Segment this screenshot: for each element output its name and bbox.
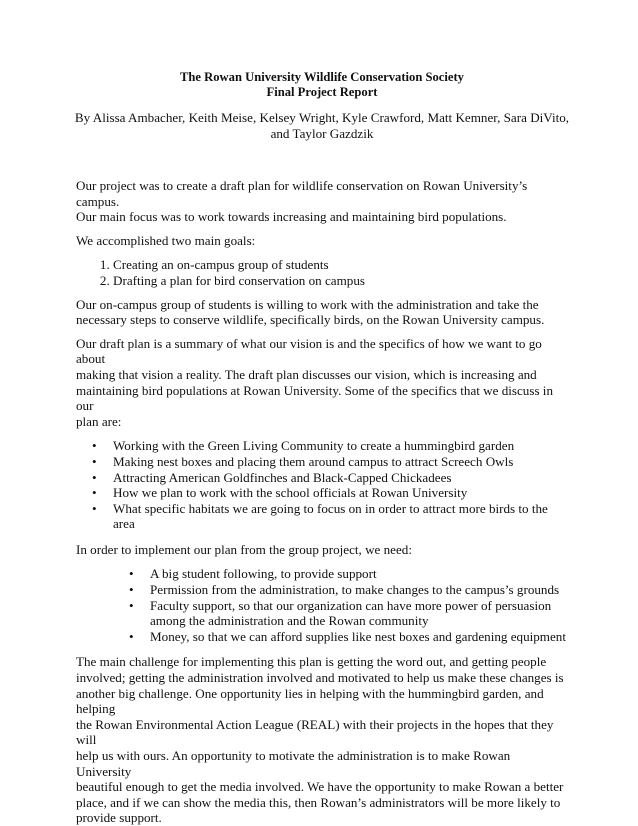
challenge-paragraph [76,654,568,826]
list-item [76,582,568,598]
challenge-line-8: provide support. [76,810,162,826]
list-item: • Working with the Green Living Community to create a hummingbird garden [76,438,568,454]
challenge-line-6: beautiful enough to get the media involved. We have the opportunity to make Rowan a better [76,779,564,795]
needs-item-3-line-1: • Faculty support, so that our organization can have more power of persuasion [150,597,552,613]
needs-item-4: • Money, so that we can afford supplies like nest boxes and gardening equipment [150,628,566,644]
report-title [76,70,568,100]
list-item [76,566,568,582]
list-item: 1. Creating an on-campus group of students [113,257,568,273]
draft-plan-paragraph [76,336,568,430]
list-item: • Attracting American Goldfinches and Black-Capped Chickadees [76,470,568,486]
needs-item-3-line-2: among the administration and the Rowan community [150,613,429,629]
needs-item-2: • Permission from the administration, to make changes to the campus’s grounds [150,582,560,598]
intro-line-1: Our project was to create a draft plan for wildlife conservation on Rowan University’s campus. [76,178,528,209]
intro-line-2: Our main focus was to work towards increasing and maintaining bird populations. [76,209,507,225]
list-item: • Making nest boxes and placing them around campus to attract Screech Owls [76,454,568,470]
intro-paragraph [76,178,568,225]
challenge-line-2: involved; getting the administration involved and motivated to help us make these changes is [76,670,564,686]
group-paragraph [76,297,568,328]
draft-line-3: maintaining bird populations at Rowan University. Some of the specifics that we discuss in our [76,382,553,414]
draft-line-1: Our draft plan is a summary of what our vision is and the specifics of how we want to go about [76,335,542,367]
list-item: • What specific habitats we are going to focus on in order to attract more birds to the area [76,501,568,532]
title-line-1: The Rowan University Wildlife Conservation Society [180,70,464,84]
document-page [76,70,568,826]
authors-line-1: By Alissa Ambacher, Keith Meise, Kelsey Wright, Kyle Crawford, Matt Kemner, Sara DiVito, [74,110,570,125]
title-line-2: Final Project Report [266,85,378,99]
goals-intro: We accomplished two main goals: [76,232,256,248]
authors-line-2: and Taylor Gazdzik [270,126,374,141]
list-item: 2. Drafting a plan for bird conservation on campus [113,273,568,289]
draft-line-4: plan are: [76,413,122,429]
challenge-line-1: The main challenge for implementing this plan is getting the word out, and getting people [76,654,547,670]
challenge-line-7: place, and if we can show the media this, then Rowan’s administrators will be more likely to [76,794,561,810]
author-list [64,110,580,142]
needs-item-1: • A big student following, to provide support [150,566,377,582]
needs-intro: In order to implement our plan from the group project, we need: [76,541,412,557]
list-item [76,598,568,629]
list-item: • How we plan to work with the school officials at Rowan University [76,485,568,501]
group-line-1: Our on-campus group of students is willing to work with the administration and take the [76,296,539,312]
draft-line-2: making that vision a reality. The draft plan discusses our vision, which is increasing and [76,366,537,382]
needs-list [76,566,568,644]
goals-list [76,257,568,288]
challenge-line-5: help us with ours. An opportunity to motivate the administration is to make Rowan University [76,748,511,779]
challenge-line-4: the Rowan Environmental Action League (REAL) with their projects in the hopes that they will [76,716,554,748]
challenge-line-3: another big challenge. One opportunity lies in helping with the hummingbird garden, and helping [76,685,544,717]
group-line-2: necessary steps to conserve wildlife, specifically birds, on the Rowan University campus. [76,312,545,328]
specifics-list [76,438,568,532]
list-item [76,629,568,645]
